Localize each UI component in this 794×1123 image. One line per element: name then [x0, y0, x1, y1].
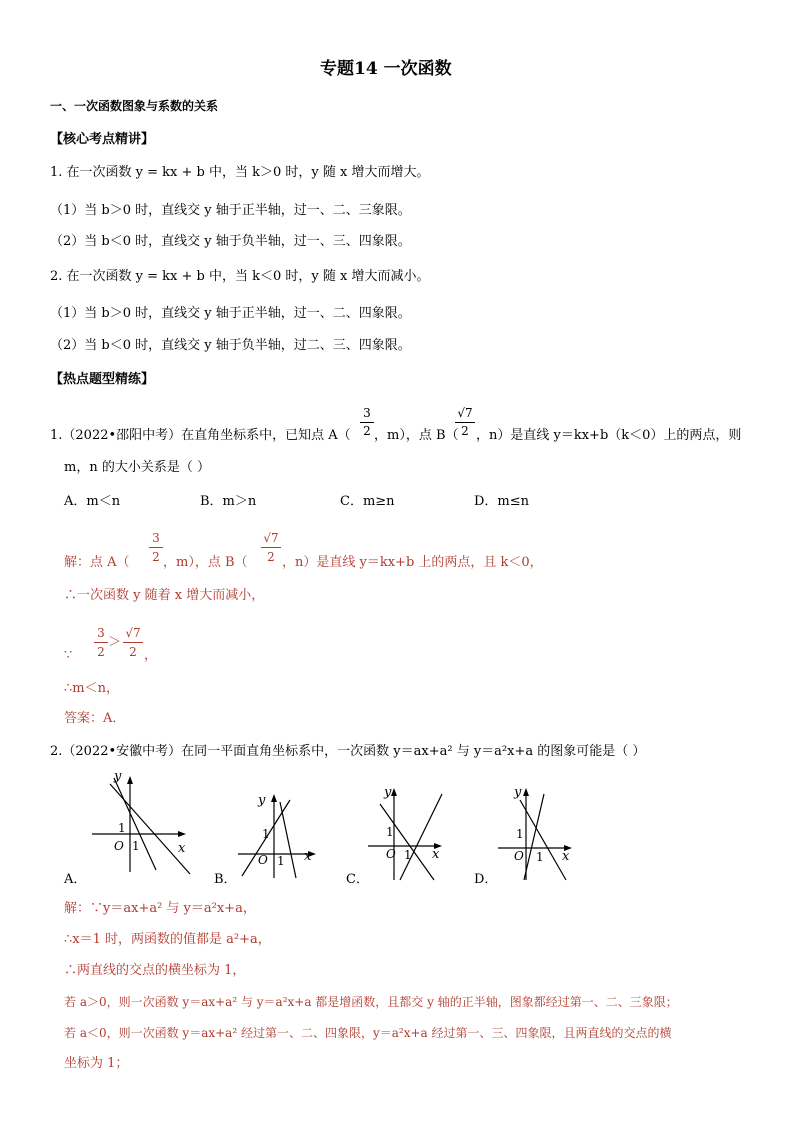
tick-x-1: 1 [404, 848, 412, 862]
q1-stem-a: 1.（2022•邵阳中考）在直角坐标系中，已知点 A（ [50, 428, 351, 443]
tick-x-1: 1 [277, 854, 285, 868]
q2-sol-line5: 若 a＜0，则一次函数 y＝ax+a² 经过第一、二、四象限，y＝a²x+a 经过第一、三、四象限，且两直线的交点的横 [64, 1026, 672, 1040]
core-header: 【核心考点精讲】 [50, 132, 155, 147]
core-point-2a: （1）当 b＞0 时，直线交 y 轴于正半轴，过一、二、四象限。 [50, 306, 411, 321]
section-heading: 一、一次函数图象与系数的关系 [50, 99, 219, 113]
q1-sol-frac-a-num: 3 [152, 531, 160, 545]
q1-stem-line2: m，n 的大小关系是（ ） [64, 460, 210, 475]
q1-ineq-frac-a-den: 2 [97, 645, 105, 659]
axis-y-label: y [384, 785, 392, 800]
q1-ineq-frac-b-bar [123, 642, 143, 643]
axis-y-label: y [514, 785, 522, 800]
q1-ineq-comma: ， [144, 648, 158, 663]
q1-sol-line4: ∴m＜n， [64, 681, 119, 696]
tick-x-1: 1 [536, 850, 544, 864]
axis-x-label: x [562, 849, 570, 864]
q2-sol-line6: 坐标为 1； [64, 1056, 129, 1071]
core-point-2: 2. 在一次函数 y = kx + b 中，当 k＜0 时，y 随 x 增大而减小。 [50, 269, 430, 284]
page-title: 专题14 一次函数 [320, 59, 452, 79]
y-arrow [523, 788, 529, 796]
axis-x-label: x [432, 847, 440, 862]
q1-frac-a-bar [360, 422, 374, 423]
q1-ineq-frac-a-num: 3 [97, 626, 105, 640]
q1-ineq-frac-b-den: 2 [129, 645, 137, 659]
q1-sol-frac-a-den: 2 [152, 550, 160, 564]
q1-frac-b-num: √7 [457, 406, 473, 420]
origin-label: O [258, 853, 268, 867]
q1-option-a[interactable]: A．m＜n [64, 494, 121, 509]
q2-sol-line4: 若 a＞0，则一次函数 y＝ax+a² 与 y＝a²x+a 都是增函数，且都交 y 轴的正半轴，图象都经过第一、二、三象限； [64, 995, 678, 1009]
origin-label: O [514, 849, 524, 863]
line-2 [380, 804, 434, 880]
line-1 [400, 794, 442, 880]
q1-sol-frac-b-den: 2 [267, 550, 275, 564]
q1-sol-frac-a-bar [149, 547, 163, 548]
q1-option-d[interactable]: D．m≤n [474, 494, 530, 509]
tick-y-1: 1 [118, 821, 126, 835]
q1-stem-c: ，n）是直线 y＝kx+b（k＜0）上的两点，则 [476, 428, 742, 443]
tick-y-1: 1 [262, 827, 270, 841]
q1-sol-b: ，m），点 B（ [163, 555, 248, 570]
q1-sol-line2: ∴一次函数 y 随着 x 增大而减小， [64, 588, 265, 603]
q1-sol-a: 解：点 A（ [64, 555, 130, 570]
tick-x-1: 1 [132, 839, 140, 853]
q1-frac-b-bar [455, 422, 475, 423]
y-arrow [271, 794, 277, 802]
q2-sol-line3: ∴两直线的交点的横坐标为 1， [64, 963, 246, 978]
q1-answer: 答案：A． [64, 711, 126, 726]
q1-ineq-gt: ＞ [108, 635, 122, 650]
q1-stem-b: ，m），点 B（ [374, 428, 459, 443]
q2-graph-a[interactable] [86, 768, 198, 880]
hot-header: 【热点题型精练】 [50, 372, 155, 387]
q1-sol-c: ，n）是直线 y＝kx+b 上的两点，且 k＜0， [282, 555, 543, 570]
core-point-1a: （1）当 b＞0 时，直线交 y 轴于正半轴，过一、二、三象限。 [50, 203, 411, 218]
q1-frac-a-num: 3 [363, 406, 371, 420]
tick-y-1: 1 [516, 827, 524, 841]
q1-because: ∵ [64, 648, 73, 663]
q2-graph-label-d[interactable]: D． [474, 872, 498, 887]
core-point-1: 1. 在一次函数 y = kx + b 中，当 k＞0 时，y 随 x 增大而增大。 [50, 165, 430, 180]
q1-frac-a-den: 2 [363, 424, 371, 438]
y-arrow [127, 776, 133, 784]
core-point-1b: （2）当 b＜0 时，直线交 y 轴于负半轴，过一、三、四象限。 [50, 234, 411, 249]
origin-label: O [114, 839, 124, 853]
q1-sol-frac-b-num: √7 [263, 531, 279, 545]
q2-graph-label-c[interactable]: C． [346, 872, 369, 887]
q2-graph-d[interactable] [496, 782, 586, 882]
q1-option-c[interactable]: C．m≥n [340, 494, 395, 509]
axis-y-label: y [258, 793, 266, 808]
q2-graph-label-b[interactable]: B． [214, 872, 237, 887]
q2-graph-c[interactable] [366, 782, 456, 882]
q1-ineq-frac-b-num: √7 [125, 626, 141, 640]
q2-graph-label-a[interactable]: A． [64, 872, 87, 887]
q2-stem: 2.（2022•安徽中考）在同一平面直角坐标系中，一次函数 y＝ax+a² 与 y＝a²x+a 的图象可能是（ ） [50, 744, 646, 759]
q1-ineq-frac-a-bar [94, 642, 108, 643]
y-arrow [391, 788, 397, 796]
tick-y-1: 1 [386, 825, 394, 839]
q1-frac-b-den: 2 [461, 424, 469, 438]
q2-graph-b[interactable] [236, 780, 326, 880]
q1-sol-frac-b-bar [261, 547, 281, 548]
origin-label: O [386, 847, 396, 861]
q1-option-b[interactable]: B．m＞n [200, 494, 257, 509]
axis-x-label: x [178, 841, 186, 856]
q2-sol-line2: ∴x＝1 时，两函数的值都是 a²+a， [64, 932, 271, 947]
axis-y-label: y [114, 769, 122, 784]
q2-sol-line1: 解：∵y＝ax+a² 与 y＝a²x+a， [64, 901, 256, 916]
x-arrow [178, 831, 186, 837]
core-point-2b: （2）当 b＜0 时，直线交 y 轴于负半轴，过二、三、四象限。 [50, 338, 411, 353]
axis-x-label: x [304, 849, 312, 864]
